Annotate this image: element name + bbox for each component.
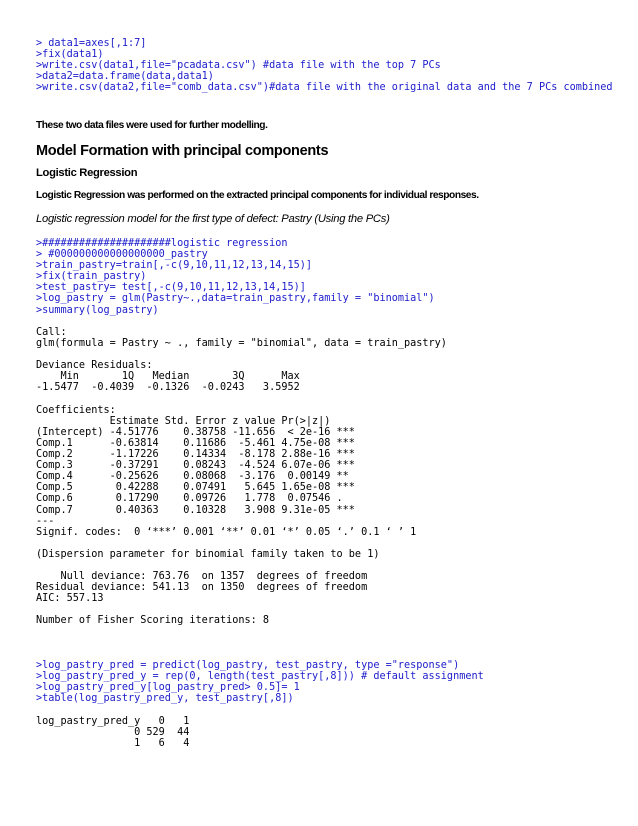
code-block-glm-setup: >#####################logistic regression > #000000000000000000_pastry >train_pastry=train[,-c(9,10,11,12,13,14,15)] >fix(train_pastry) >test_pastry= test[,-c(9,10,11,12,13,14,15)] >log_pastry = glm(Pastry~.,data=train_pastry,family = "binomial") >summary(log_pastry) bbox=[36, 238, 435, 316]
code-block-prediction: >log_pastry_pred = predict(log_pastry, test_pastry, type ="response") >log_pastry_pred_y = rep(0, length(test_pastry[,8])) # default assignment >log_pastry_pred_y[log_pastry_pred> 0.5]= 1 >table(log_pastry_pred_y, test_pastry[,8]) bbox=[36, 660, 484, 705]
output-block-glm-summary: Call: glm(formula = Pastry ~ ., family = "binomial", data = train_pastry) Deviance Residuals: Min 1Q Median 3Q Max -1.5477 -0.4039 -0.1326 -0.0243 3.5952 Coefficients: Estimate Std. Error z value Pr(>|z|) (Intercept) -4.51776 0.38758 -11.656 < 2e-16 *** Comp.1 -0.63814 0.11686 -5.461 4.75e-08 *** Comp.2 -1.17226 0.14334 -8.178 2.88e-16 *** Comp.3 -0.37291 0.08243 -4.524 6.07e-06 *** Comp.4 -0.25626 0.08068 -3.176 0.00149 ** Comp.5 0.42288 0.07491 5.645 1.65e-08 *** Comp.6 0.17290 0.09726 1.778 0.07546 . Comp.7 0.40363 0.10328 3.908 9.31e-05 *** --- Signif. codes: 0 ‘***’ 0.001 ‘**’ 0.01 ‘*’ 0.05 ‘.’ 0.1 ‘ ’ 1 (Dispersion parameter for binomial family taken to be 1) Null deviance: 763.76 on 1357 degrees of freedom Residual deviance: 541.13 on 1350 degrees of freedom AIC: 557.13 Number of Fisher Scoring iterations: 8 bbox=[36, 327, 447, 627]
code-block-write-csv: > data1=axes[,1:7] >fix(data1) >write.csv(data1,file="pcadata.csv") #data file with the top 7 PCs >data2=data.frame(data,data1) >write.csv(data2,file="comb_data.csv")#data file with the original data and the 7 PCs combined bbox=[36, 38, 613, 94]
paragraph-data-files: These two data files were used for further modelling. bbox=[36, 120, 268, 131]
heading-model-formation: Model Formation with principal components bbox=[36, 143, 329, 159]
paragraph-logistic-description: Logistic Regression was performed on the extracted principal components for individual responses. bbox=[36, 190, 479, 201]
heading-logistic-regression: Logistic Regression bbox=[36, 167, 138, 179]
output-block-confusion-table: log_pastry_pred_y 0 1 0 529 44 1 6 4 bbox=[36, 716, 190, 750]
caption-pastry-model: Logistic regression model for the first type of defect: Pastry (Using the PCs) bbox=[36, 213, 390, 225]
